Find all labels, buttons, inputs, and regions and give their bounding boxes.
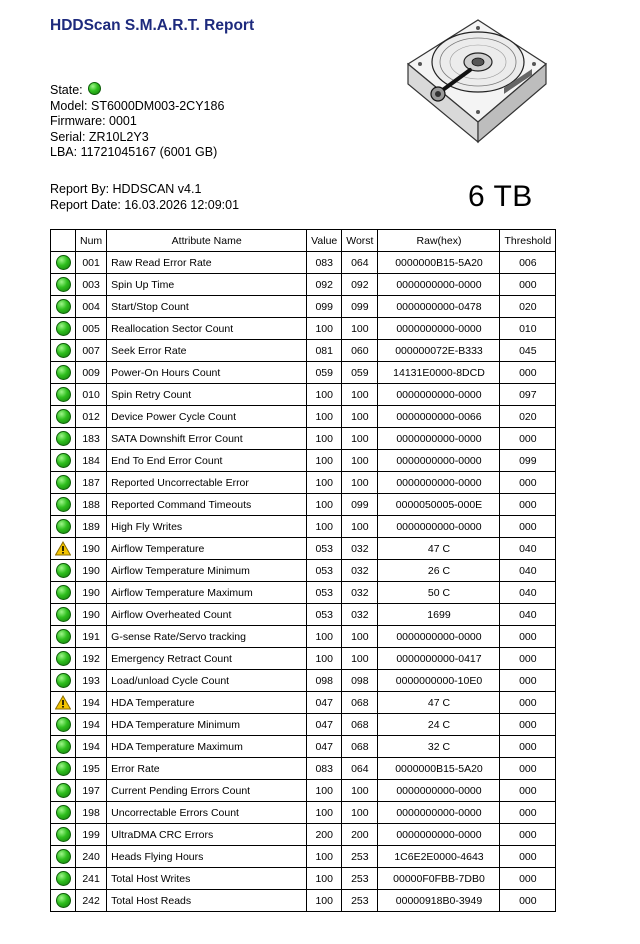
attribute-name: Current Pending Errors Count: [107, 780, 307, 802]
attribute-worst: 200: [342, 824, 378, 846]
attribute-threshold: 000: [500, 890, 556, 912]
attribute-num: 009: [76, 362, 107, 384]
attribute-raw: 0000050005-000E: [378, 494, 500, 516]
attribute-num: 187: [76, 472, 107, 494]
ok-status-icon: [56, 783, 71, 798]
attribute-raw: 0000000B15-5A20: [378, 758, 500, 780]
attribute-threshold: 000: [500, 714, 556, 736]
attribute-value: 100: [307, 428, 342, 450]
attribute-num: 005: [76, 318, 107, 340]
attribute-value: 047: [307, 692, 342, 714]
status-cell: [51, 362, 76, 384]
attribute-num: 010: [76, 384, 107, 406]
table-row: [51, 428, 556, 450]
table-row: [51, 648, 556, 670]
attribute-name: Airflow Temperature Minimum: [107, 560, 307, 582]
attribute-raw: 000000072E-B333: [378, 340, 500, 362]
attribute-name: Reported Command Timeouts: [107, 494, 307, 516]
attribute-raw: 0000000000-0000: [378, 472, 500, 494]
attribute-worst: 100: [342, 406, 378, 428]
attribute-value: 100: [307, 846, 342, 868]
attribute-name: Start/Stop Count: [107, 296, 307, 318]
table-row: [51, 450, 556, 472]
attribute-raw: 0000000B15-5A20: [378, 252, 500, 274]
attribute-name: Spin Up Time: [107, 274, 307, 296]
attribute-value: 100: [307, 472, 342, 494]
ok-status-icon: [56, 497, 71, 512]
attribute-worst: 068: [342, 736, 378, 758]
attribute-value: 100: [307, 516, 342, 538]
attribute-threshold: 000: [500, 362, 556, 384]
attribute-name: G-sense Rate/Servo tracking: [107, 626, 307, 648]
attribute-worst: 068: [342, 714, 378, 736]
attribute-threshold: 000: [500, 736, 556, 758]
attribute-num: 199: [76, 824, 107, 846]
ok-status-icon: [56, 453, 71, 468]
ok-status-icon: [56, 255, 71, 270]
attribute-name: HDA Temperature Minimum: [107, 714, 307, 736]
status-cell: [51, 340, 76, 362]
attribute-threshold: 000: [500, 846, 556, 868]
attribute-name: Airflow Overheated Count: [107, 604, 307, 626]
attribute-num: 003: [76, 274, 107, 296]
attribute-threshold: 040: [500, 538, 556, 560]
attribute-value: 099: [307, 296, 342, 318]
attribute-value: 100: [307, 494, 342, 516]
status-cell: [51, 802, 76, 824]
attribute-threshold: 020: [500, 296, 556, 318]
table-row: [51, 560, 556, 582]
status-cell: [51, 824, 76, 846]
attribute-value: 100: [307, 780, 342, 802]
report-by: Report By: HDDSCAN v4.1: [50, 182, 202, 196]
table-row: [51, 472, 556, 494]
attribute-value: 100: [307, 450, 342, 472]
attribute-threshold: 045: [500, 340, 556, 362]
status-cell: [51, 406, 76, 428]
attribute-name: End To End Error Count: [107, 450, 307, 472]
attribute-num: 198: [76, 802, 107, 824]
status-cell: [51, 274, 76, 296]
attribute-worst: 064: [342, 758, 378, 780]
attribute-threshold: 000: [500, 692, 556, 714]
status-cell: [51, 494, 76, 516]
ok-status-icon: [56, 585, 71, 600]
attribute-raw: 0000000000-0000: [378, 516, 500, 538]
status-cell: [51, 384, 76, 406]
attribute-worst: 253: [342, 846, 378, 868]
attribute-num: 197: [76, 780, 107, 802]
attribute-raw: 50 C: [378, 582, 500, 604]
status-cell: [51, 450, 76, 472]
attribute-num: 189: [76, 516, 107, 538]
attribute-worst: 032: [342, 582, 378, 604]
attribute-value: 081: [307, 340, 342, 362]
table-row: [51, 538, 556, 560]
attribute-num: 190: [76, 538, 107, 560]
attribute-raw: 32 C: [378, 736, 500, 758]
status-cell: [51, 714, 76, 736]
attribute-raw: 1699: [378, 604, 500, 626]
status-cell: [51, 846, 76, 868]
num-column-header: Num: [76, 230, 107, 252]
attribute-name: Uncorrectable Errors Count: [107, 802, 307, 824]
status-cell: [51, 560, 76, 582]
ok-status-icon: [56, 761, 71, 776]
lba-line: LBA: 11721045167 (6001 GB): [50, 145, 218, 160]
attribute-value: 100: [307, 406, 342, 428]
attribute-raw: 0000000000-10E0: [378, 670, 500, 692]
attribute-threshold: 097: [500, 384, 556, 406]
status-cell: [51, 582, 76, 604]
ok-status-icon: [56, 849, 71, 864]
table-row: [51, 582, 556, 604]
ok-status-icon: [56, 629, 71, 644]
status-cell: [51, 626, 76, 648]
table-row: [51, 824, 556, 846]
attribute-worst: 032: [342, 604, 378, 626]
attribute-worst: 100: [342, 384, 378, 406]
attribute-name: Airflow Temperature Maximum: [107, 582, 307, 604]
attribute-num: 012: [76, 406, 107, 428]
attribute-name: Total Host Reads: [107, 890, 307, 912]
ok-status-icon: [56, 871, 71, 886]
table-row: [51, 274, 556, 296]
attribute-worst: 098: [342, 670, 378, 692]
table-row: [51, 868, 556, 890]
attribute-name: UltraDMA CRC Errors: [107, 824, 307, 846]
attribute-name: SATA Downshift Error Count: [107, 428, 307, 450]
attribute-raw: 0000000000-0000: [378, 780, 500, 802]
attribute-threshold: 040: [500, 582, 556, 604]
state-ok-icon: [88, 82, 101, 95]
ok-status-icon: [56, 321, 71, 336]
table-row: [51, 318, 556, 340]
attribute-value: 047: [307, 714, 342, 736]
attribute-worst: 100: [342, 780, 378, 802]
attribute-worst: 100: [342, 428, 378, 450]
attribute-threshold: 000: [500, 824, 556, 846]
attribute-worst: 100: [342, 626, 378, 648]
status-cell: [51, 890, 76, 912]
attribute-threshold: 099: [500, 450, 556, 472]
table-row: [51, 846, 556, 868]
attribute-threshold: 000: [500, 670, 556, 692]
status-cell: [51, 538, 76, 560]
attribute-worst: 060: [342, 340, 378, 362]
status-cell: [51, 296, 76, 318]
firmware-line: Firmware: 0001: [50, 114, 137, 129]
attribute-worst: 092: [342, 274, 378, 296]
attribute-raw: 00000F0FBB-7DB0: [378, 868, 500, 890]
attribute-threshold: 000: [500, 758, 556, 780]
attribute-name: Load/unload Cycle Count: [107, 670, 307, 692]
attribute-value: 047: [307, 736, 342, 758]
table-row: [51, 494, 556, 516]
attribute-name: Raw Read Error Rate: [107, 252, 307, 274]
status-cell: [51, 318, 76, 340]
ok-status-icon: [56, 431, 71, 446]
drive-info: [50, 82, 224, 161]
attribute-threshold: 000: [500, 516, 556, 538]
attribute-raw: 0000000000-0000: [378, 384, 500, 406]
attribute-num: 194: [76, 736, 107, 758]
attribute-num: 194: [76, 714, 107, 736]
attribute-worst: 100: [342, 516, 378, 538]
attribute-name: HDA Temperature: [107, 692, 307, 714]
attribute-name: Device Power Cycle Count: [107, 406, 307, 428]
attribute-value: 100: [307, 384, 342, 406]
ok-status-icon: [56, 409, 71, 424]
attribute-name: Spin Retry Count: [107, 384, 307, 406]
attribute-raw: 24 C: [378, 714, 500, 736]
table-row: [51, 252, 556, 274]
table-row: [51, 516, 556, 538]
attribute-num: 194: [76, 692, 107, 714]
attribute-threshold: 010: [500, 318, 556, 340]
attribute-num: 007: [76, 340, 107, 362]
attribute-worst: 253: [342, 868, 378, 890]
table-row: [51, 670, 556, 692]
attribute-worst: 032: [342, 538, 378, 560]
attribute-name: Error Rate: [107, 758, 307, 780]
attribute-raw: 00000918B0-3949: [378, 890, 500, 912]
attribute-raw: 0000000000-0000: [378, 450, 500, 472]
model-line: Model: ST6000DM003-2CY186: [50, 98, 225, 113]
attribute-threshold: 000: [500, 274, 556, 296]
attribute-value: 100: [307, 648, 342, 670]
report-title: HDDScan S.M.A.R.T. Report: [50, 17, 255, 34]
attribute-worst: 059: [342, 362, 378, 384]
attribute-value: 100: [307, 802, 342, 824]
attribute-threshold: 000: [500, 626, 556, 648]
attribute-name: Reported Uncorrectable Error: [107, 472, 307, 494]
table-row: [51, 758, 556, 780]
report-date: Report Date: 16.03.2026 12:09:01: [50, 197, 240, 212]
attribute-value: 083: [307, 252, 342, 274]
attribute-value: 053: [307, 604, 342, 626]
table-row: [51, 384, 556, 406]
attribute-worst: 032: [342, 560, 378, 582]
attribute-num: 188: [76, 494, 107, 516]
table-row: [51, 604, 556, 626]
table-row: [51, 340, 556, 362]
table-row: [51, 714, 556, 736]
table-row: [51, 406, 556, 428]
attribute-raw: 0000000000-0478: [378, 296, 500, 318]
attribute-name: High Fly Writes: [107, 516, 307, 538]
attribute-num: 190: [76, 604, 107, 626]
attribute-value: 053: [307, 560, 342, 582]
attribute-threshold: 040: [500, 560, 556, 582]
attribute-value: 100: [307, 318, 342, 340]
attribute-raw: 47 C: [378, 692, 500, 714]
attribute-name: Power-On Hours Count: [107, 362, 307, 384]
attribute-name: Total Host Writes: [107, 868, 307, 890]
report-meta: [50, 182, 239, 213]
attribute-raw: 0000000000-0000: [378, 274, 500, 296]
attribute-worst: 099: [342, 494, 378, 516]
ok-status-icon: [56, 607, 71, 622]
ok-status-icon: [56, 519, 71, 534]
attribute-num: 242: [76, 890, 107, 912]
attribute-name: Heads Flying Hours: [107, 846, 307, 868]
attribute-value: 100: [307, 626, 342, 648]
attribute-worst: 100: [342, 318, 378, 340]
status-cell: [51, 428, 76, 450]
ok-status-icon: [56, 387, 71, 402]
status-cell: [51, 868, 76, 890]
ok-status-icon: [56, 343, 71, 358]
attribute-raw: 0000000000-0000: [378, 824, 500, 846]
threshold-column-header: Threshold: [500, 230, 556, 252]
ok-status-icon: [56, 365, 71, 380]
attribute-value: 100: [307, 868, 342, 890]
table-row: [51, 736, 556, 758]
status-cell: [51, 604, 76, 626]
status-cell: [51, 252, 76, 274]
attribute-raw: 0000000000-0000: [378, 626, 500, 648]
ok-status-icon: [56, 893, 71, 908]
attribute-num: 184: [76, 450, 107, 472]
attribute-value: 083: [307, 758, 342, 780]
attribute-worst: 064: [342, 252, 378, 274]
capacity-label: 6 TB: [468, 180, 533, 213]
attribute-threshold: 000: [500, 780, 556, 802]
attribute-num: 001: [76, 252, 107, 274]
attribute-name: Emergency Retract Count: [107, 648, 307, 670]
ok-status-icon: [56, 827, 71, 842]
attribute-raw: 0000000000-0066: [378, 406, 500, 428]
table-row: [51, 692, 556, 714]
ok-status-icon: [56, 563, 71, 578]
attribute-threshold: 000: [500, 494, 556, 516]
attribute-raw: 14131E0000-8DCD: [378, 362, 500, 384]
ok-status-icon: [56, 739, 71, 754]
attribute-name: Airflow Temperature: [107, 538, 307, 560]
status-cell: [51, 692, 76, 714]
attribute-threshold: 000: [500, 428, 556, 450]
table-row: [51, 362, 556, 384]
value-column-header: Value: [307, 230, 342, 252]
attribute-num: 190: [76, 582, 107, 604]
serial-line: Serial: ZR10L2Y3: [50, 129, 149, 144]
ok-status-icon: [56, 277, 71, 292]
attribute-num: 240: [76, 846, 107, 868]
ok-status-icon: [56, 651, 71, 666]
attribute-raw: 0000000000-0000: [378, 318, 500, 340]
attribute-worst: 100: [342, 450, 378, 472]
attribute-num: 193: [76, 670, 107, 692]
attribute-raw: 0000000000-0000: [378, 428, 500, 450]
attribute-name: HDA Temperature Maximum: [107, 736, 307, 758]
attribute-num: 004: [76, 296, 107, 318]
status-column-header: [51, 230, 76, 252]
smart-attributes-table: [50, 229, 556, 912]
status-cell: [51, 736, 76, 758]
attribute-threshold: 020: [500, 406, 556, 428]
status-cell: [51, 758, 76, 780]
table-row: [51, 802, 556, 824]
attribute-num: 195: [76, 758, 107, 780]
ok-status-icon: [56, 299, 71, 314]
attribute-raw: 26 C: [378, 560, 500, 582]
table-row: [51, 296, 556, 318]
attribute-name: Reallocation Sector Count: [107, 318, 307, 340]
attribute-threshold: 006: [500, 252, 556, 274]
table-row: [51, 780, 556, 802]
ok-status-icon: [56, 717, 71, 732]
attribute-column-header: Attribute Name: [107, 230, 307, 252]
attribute-threshold: 000: [500, 868, 556, 890]
attribute-worst: 100: [342, 802, 378, 824]
attribute-num: 190: [76, 560, 107, 582]
attribute-worst: 068: [342, 692, 378, 714]
state-label: State:: [50, 83, 83, 97]
attribute-raw: 0000000000-0417: [378, 648, 500, 670]
attribute-threshold: 040: [500, 604, 556, 626]
attribute-value: 200: [307, 824, 342, 846]
attribute-threshold: 000: [500, 802, 556, 824]
attribute-num: 191: [76, 626, 107, 648]
attribute-value: 053: [307, 538, 342, 560]
status-cell: [51, 780, 76, 802]
hard-drive-icon: [400, 12, 552, 166]
attribute-value: 100: [307, 890, 342, 912]
warning-icon: [55, 695, 71, 710]
table-row: [51, 626, 556, 648]
attribute-threshold: 000: [500, 472, 556, 494]
status-cell: [51, 670, 76, 692]
ok-status-icon: [56, 673, 71, 688]
attribute-worst: 253: [342, 890, 378, 912]
attribute-name: Seek Error Rate: [107, 340, 307, 362]
status-cell: [51, 648, 76, 670]
status-cell: [51, 516, 76, 538]
attribute-worst: 100: [342, 648, 378, 670]
attribute-value: 059: [307, 362, 342, 384]
state-row: [50, 82, 224, 99]
attribute-value: 092: [307, 274, 342, 296]
attribute-raw: 47 C: [378, 538, 500, 560]
attribute-raw: 1C6E2E0000-4643: [378, 846, 500, 868]
warning-icon: [55, 541, 71, 556]
ok-status-icon: [56, 475, 71, 490]
status-cell: [51, 472, 76, 494]
table-row: [51, 890, 556, 912]
attribute-raw: 0000000000-0000: [378, 802, 500, 824]
attribute-value: 098: [307, 670, 342, 692]
attribute-value: 053: [307, 582, 342, 604]
ok-status-icon: [56, 805, 71, 820]
attribute-num: 192: [76, 648, 107, 670]
raw-column-header: Raw(hex): [378, 230, 500, 252]
attribute-worst: 100: [342, 472, 378, 494]
table-header-row: [51, 230, 556, 252]
attribute-threshold: 000: [500, 648, 556, 670]
worst-column-header: Worst: [342, 230, 378, 252]
attribute-num: 183: [76, 428, 107, 450]
attribute-num: 241: [76, 868, 107, 890]
attribute-worst: 099: [342, 296, 378, 318]
